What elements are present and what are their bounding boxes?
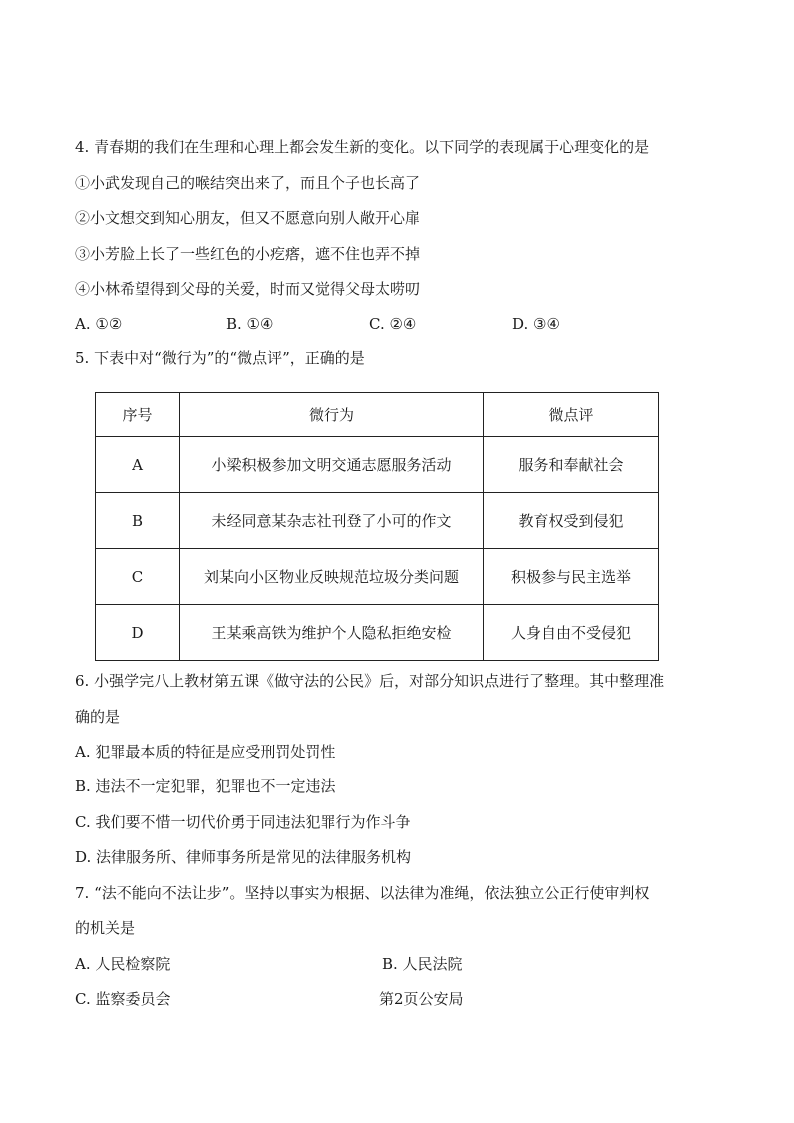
table-cell: 刘某向小区物业反映规范垃圾分类问题 (180, 549, 484, 605)
q7-stem-line-2: 的机关是 (75, 919, 136, 937)
q4-item-4: ④小林希望得到父母的关爱，时而又觉得父母太唠叨 (75, 280, 421, 298)
table-cell: 人身自由不受侵犯 (484, 605, 659, 661)
table-cell: 王某乘高铁为维护个人隐私拒绝安检 (180, 605, 484, 661)
table-row (96, 493, 659, 549)
table-cell: 小梁积极参加文明交通志愿服务活动 (180, 437, 484, 493)
table-cell: 教育权受到侵犯 (484, 493, 659, 549)
table-header-cell: 微行为 (180, 393, 484, 437)
q5-stem: 5. 下表中对“微行为”的“微点评”，正确的是 (75, 349, 365, 367)
q4-item-2: ②小文想交到知心朋友，但又不愿意向别人敞开心扉 (75, 209, 421, 227)
table-header-cell: 微点评 (484, 393, 659, 437)
table-header-row (96, 393, 659, 437)
q4-option-d: D. ③④ (512, 315, 560, 333)
table-cell: 积极参与民主选举 (484, 549, 659, 605)
q7-option-d-with-page-number: 第2页公安局 (379, 990, 464, 1008)
q6-option-b: B. 违法不一定犯罪，犯罪也不一定违法 (75, 777, 336, 795)
table-cell: D (96, 605, 180, 661)
q7-stem-line-1: 7. “法不能向不法让步”。坚持以事实为根据、以法律为准绳，依法独立公正行使审判权 (75, 884, 650, 902)
q7-options-row-1 (75, 954, 735, 974)
table-cell: A (96, 437, 180, 493)
q7-option-b: B. 人民法院 (382, 955, 463, 973)
table-cell: C (96, 549, 180, 605)
q4-item-3: ③小芳脸上长了一些红色的小疙瘩，遮不住也弄不掉 (75, 245, 421, 263)
table-row (96, 549, 659, 605)
q6-option-a: A. 犯罪最本质的特征是应受刑罚处罚性 (75, 743, 336, 761)
table-row (96, 605, 659, 661)
q4-option-a: A. ①② (75, 315, 123, 333)
q4-options (75, 314, 735, 334)
table-cell: B (96, 493, 180, 549)
q6-stem-line-2: 确的是 (75, 708, 121, 726)
q6-stem-line-1: 6. 小强学完八上教材第五课《做守法的公民》后，对部分知识点进行了整理。其中整理准 (75, 672, 665, 690)
q4-stem: 4. 青春期的我们在生理和心理上都会发生新的变化。以下同学的表现属于心理变化的是 (75, 138, 650, 156)
table-cell: 服务和奉献社会 (484, 437, 659, 493)
q4-option-b: B. ①④ (226, 315, 274, 333)
q6-option-c: C. 我们要不惜一切代价勇于同违法犯罪行为作斗争 (75, 813, 411, 831)
q5-table (95, 392, 659, 661)
table-header-cell: 序号 (96, 393, 180, 437)
table-cell: 未经同意某杂志社刊登了小可的作文 (180, 493, 484, 549)
q7-option-a: A. 人民检察院 (75, 955, 171, 973)
q7-option-c: C. 监察委员会 (75, 990, 171, 1008)
table-row (96, 437, 659, 493)
q4-item-1: ①小武发现自己的喉结突出来了，而且个子也长高了 (75, 174, 421, 192)
q4-option-c: C. ②④ (369, 315, 417, 333)
q7-options-row-2 (75, 989, 735, 1009)
q6-option-d: D. 法律服务所、律师事务所是常见的法律服务机构 (75, 848, 412, 866)
